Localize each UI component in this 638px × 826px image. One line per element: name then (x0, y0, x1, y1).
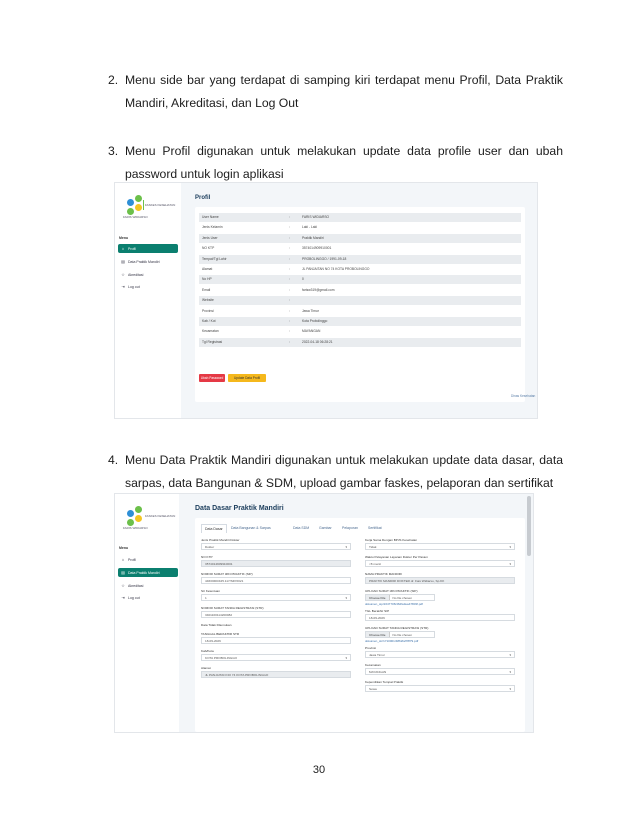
separator: : (289, 298, 290, 303)
profile-row (199, 265, 521, 274)
menu-heading: Menu (119, 236, 129, 240)
profile-value: farisw319@gmail.com (302, 287, 335, 292)
profile-value: FARIS WIDIARSO (302, 215, 330, 219)
profile-value: Laki - Laki (302, 225, 318, 230)
page-title: Profil (195, 195, 211, 201)
select-field[interactable]: MAYANGAN ▾ (365, 668, 515, 675)
separator: : (289, 329, 290, 334)
profil-card (195, 207, 525, 402)
sidebar-item-log-out[interactable]: ⇥ Log out (121, 284, 140, 289)
clipboard-icon: ▤ (121, 259, 125, 264)
field-label: Kepemilikan Tempat Praktik (365, 680, 404, 684)
sidebar (115, 494, 179, 732)
user-caption: FARIS WIDIARSO (123, 526, 148, 530)
sidebar-item-profil[interactable]: ⌂ Profil (121, 557, 136, 562)
page-title: Data Dasar Praktik Mandiri (195, 505, 284, 512)
chevron-down-icon: ▾ (345, 545, 347, 549)
field-label: NOMOR SURAT IZIN PRAKTIK (SIP) (201, 572, 253, 576)
logo-caption: FASKES KESEHATAN (145, 514, 176, 518)
profile-key: Kecamatan (202, 329, 219, 334)
tab-data-dasar[interactable]: Data Dasar (201, 524, 227, 533)
input-field[interactable]: 18-09-2026 (365, 614, 515, 621)
page-number: 30 (312, 764, 326, 776)
select-field[interactable]: 1 ▾ (201, 594, 351, 601)
sidebar-item-akreditasi[interactable]: ☆ Akreditasi (121, 583, 144, 588)
field-label: TANGGAL BERAKHIR STR (201, 632, 240, 636)
clipboard-icon: ▤ (121, 570, 125, 575)
field-label: Str Ketentuan (201, 589, 220, 593)
profile-value: 2022-04-18 06:28:21 (302, 339, 333, 344)
tab-data-sdm[interactable]: Data SDM (293, 526, 310, 530)
profile-row (199, 255, 521, 264)
choose-file-button[interactable]: Choose File (366, 595, 390, 600)
chevron-down-icon: ▾ (509, 545, 511, 549)
profile-value: 3574014909910001 (302, 246, 332, 251)
profile-value: Jawa Timur (302, 308, 319, 313)
field-label: Provinsi (365, 646, 377, 650)
item-number: 2. (108, 73, 119, 87)
profile-key: Kab / Kot (202, 319, 216, 323)
profile-value: MAYANGAN (302, 329, 321, 334)
chevron-down-icon: ▾ (509, 687, 511, 691)
profile-row (199, 223, 521, 232)
profile-key: Tgl Registrasi (202, 339, 223, 344)
sidebar-item-log-out[interactable]: ⇥ Log out (121, 595, 140, 600)
separator: : (289, 308, 290, 313)
field-label: Kab/Kota (201, 649, 214, 653)
field-label: UPLOAD SURAT IZIN PRAKTIK (SIP) (365, 589, 418, 593)
item-number: 4. (108, 453, 119, 467)
separator: : (289, 277, 290, 282)
item-text: Menu Data Praktik Mandiri digunakan untuk melakukan update data dasar, data sarpas, data Bangunan & SDM, upload gambar faskes, pelaporan dan sertifikat (125, 453, 563, 490)
separator: : (289, 246, 290, 251)
field-label: Alamat (201, 666, 211, 670)
sidebar-item-data-praktik-mandiri[interactable]: ▤ Data Praktik Mandiri (121, 259, 160, 264)
profile-key: User Name (202, 215, 219, 219)
file-name: No file chosen (392, 596, 413, 600)
profile-value: Praktik Mandiri (302, 235, 324, 240)
separator: : (289, 287, 290, 292)
document-link[interactable]: dokumen_sip/1647706/462fa3ea47803f.pdf (365, 602, 423, 606)
choose-file-button[interactable]: Choose File (366, 632, 390, 637)
footer-text: Dinas Kesehatan (511, 394, 536, 398)
chevron-down-icon: ▾ (509, 653, 511, 657)
list-item-2 (108, 69, 563, 115)
profile-row (199, 275, 521, 284)
input-field: JL PANJAITAN NO 74 KOTA PROBOLINGGO (201, 671, 351, 678)
chevron-down-icon: ▾ (509, 670, 511, 674)
profile-row (199, 327, 521, 336)
list-item-3 (108, 140, 563, 186)
profile-row (199, 286, 521, 295)
data-dasar-card (195, 518, 525, 732)
user-caption: FARIS WIDIARSO (123, 215, 148, 219)
profile-key: Alamat (202, 267, 213, 271)
profile-row (199, 244, 521, 253)
change-password-button[interactable]: Ubah Password (200, 376, 224, 380)
select-field[interactable]: Sewa ▾ (365, 685, 515, 692)
tab-sertifikat[interactable]: Sertifikat (368, 526, 382, 530)
profile-row (199, 317, 521, 326)
logout-icon: ⇥ (121, 595, 125, 600)
field-label: NO KTP (201, 555, 213, 559)
profile-row (199, 338, 521, 347)
update-profile-button[interactable]: Update Data Profil (228, 374, 266, 382)
separator: : (289, 256, 290, 261)
menu-heading: Menu (119, 546, 129, 550)
select-field[interactable]: <8 menit ▾ (365, 560, 515, 567)
profile-key: Email (202, 287, 211, 292)
select-field[interactable]: Jawa Timur ▾ (365, 651, 515, 658)
tab-bangunan-sarpas[interactable]: Data Bangunan & Sarpas (231, 526, 271, 530)
profile-key: Website (202, 298, 214, 303)
input-field[interactable]: 446/0000/425.117/SIP/2021 (201, 577, 351, 584)
field-label: Waktu Pelayanan Layanan Dokter Per Pasien (365, 555, 428, 559)
star-icon: ☆ (121, 583, 125, 588)
select-field[interactable]: Dokter ▾ (201, 543, 351, 550)
profile-key: Jenis User (202, 235, 218, 240)
sidebar-item-profil[interactable]: ⌂ Profil (118, 244, 178, 253)
home-icon: ⌂ (121, 557, 125, 562)
profile-value: Kota Probolinggo (302, 319, 328, 323)
profile-value: JL PANJAITAN NO 74 KOTA PROBOLINGGO (302, 267, 370, 271)
separator: : (289, 267, 290, 271)
item-text: Menu Profil digunakan untuk melakukan update data profile user dan ubah password untuk login aplikasi (125, 144, 563, 181)
list-item-4 (108, 449, 563, 495)
profile-key: NO KTP (202, 246, 215, 251)
select-field[interactable]: Tidak ▾ (365, 543, 515, 550)
separator: : (289, 225, 290, 230)
separator: : (289, 339, 290, 344)
profile-value: PROBOLINGGO / 1991-09-18 (302, 256, 347, 261)
logout-icon: ⇥ (121, 284, 125, 289)
home-icon: ⌂ (121, 246, 125, 251)
profile-key: No HP (202, 277, 212, 282)
star-icon: ☆ (121, 272, 125, 277)
separator: : (289, 215, 290, 219)
profile-row (199, 296, 521, 305)
scrollbar[interactable] (527, 496, 531, 556)
separator: : (289, 235, 290, 240)
sidebar-item-akreditasi[interactable]: ☆ Akreditasi (121, 272, 144, 277)
chevron-down-icon: ▾ (345, 656, 347, 660)
profile-row (199, 213, 521, 222)
field-label: Kerja Sama Dengan BPJS Kesehatan (365, 538, 418, 542)
field-label: Kecamatan (365, 663, 381, 667)
profile-row (199, 234, 521, 243)
logo-caption: FASKES KESEHATAN (145, 203, 176, 207)
field-label: Jenis Praktik Mandiri Dokter (201, 538, 240, 542)
data-dasar-screenshot (114, 493, 534, 733)
input-field[interactable]: 18-09-2026 (201, 637, 351, 644)
separator: : (289, 319, 290, 323)
tab-pelaporan[interactable]: Pelaporan (342, 526, 358, 530)
profile-key: Provinsi (202, 308, 214, 313)
profile-key: Tempat/Tgl Lahir (202, 256, 227, 261)
item-text: Menu side bar yang terdapat di samping kiri terdapat menu Profil, Data Praktik Mandiri, Akreditasi, dan Log Out (125, 73, 563, 110)
field-label: NOMOR SURAT TANDA REGISTRASI (STR) (201, 606, 264, 610)
field-label: NAMA PRAKTIK MANDIRI (365, 572, 402, 576)
tab-gambar[interactable]: Gambar (319, 526, 332, 530)
field-label: UPLOAD SURAT TANDA REGISTRASI (STR) (365, 626, 429, 630)
file-input[interactable] (365, 594, 435, 601)
sidebar-item-data-praktik-mandiri[interactable]: ▤ Data Praktik Mandiri (118, 568, 178, 577)
profil-screenshot (114, 182, 538, 419)
select-field[interactable]: KOTA PROBOLINGGO ▾ (201, 654, 351, 661)
field-label: Data Tidak Ditemukan (201, 623, 232, 627)
chevron-down-icon: ▾ (509, 562, 511, 566)
input-field[interactable]: 3401100114200082 (201, 611, 351, 618)
input-field: 3574014909910001 (201, 560, 351, 567)
input-field: PRAKTIK MANDIRI DOKTER dr. Fais Widiarso, Sp.KK (365, 577, 515, 584)
profile-value: 0 (302, 277, 304, 282)
sidebar (115, 183, 181, 418)
field-label: TGL Berakhir SIP (365, 609, 390, 613)
file-name: No file chosen (392, 633, 413, 637)
chevron-down-icon: ▾ (345, 596, 347, 600)
file-input[interactable] (365, 631, 435, 638)
document-link[interactable]: dokumen_str/1710001/4862faf78f79.pdf (365, 639, 419, 643)
profile-row (199, 307, 521, 316)
profile-key: Jenis Kelamin (202, 225, 223, 230)
item-number: 3. (108, 144, 119, 158)
